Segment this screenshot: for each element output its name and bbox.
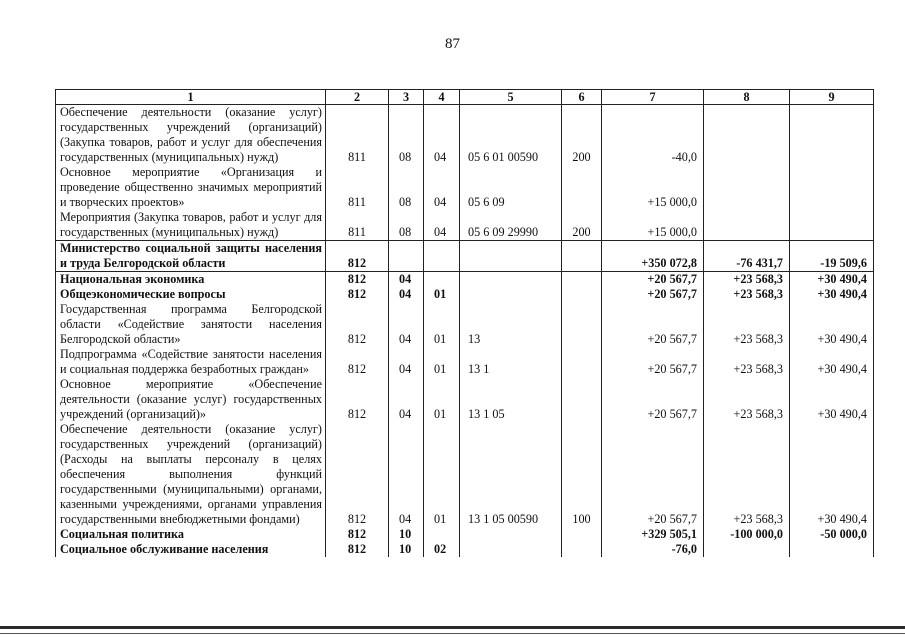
row-amount-cell: +15 000,0	[602, 210, 704, 241]
table-row	[56, 422, 874, 527]
row-section-cell: 04	[389, 302, 424, 347]
row-amount-next-cell: -76 431,7	[704, 241, 790, 272]
row-code-cell: 812	[326, 542, 389, 557]
row-target-article-cell	[460, 527, 562, 542]
row-amount-cell: +20 567,7	[602, 302, 704, 347]
row-section-cell: 08	[389, 105, 424, 166]
row-target-article-cell	[460, 542, 562, 557]
row-name-cell: Обеспечение деятельности (оказание услуг) государственных учреждений (организаций) (Расходы на выплаты персоналу в целях обеспечения выполнения функций государственными (муниципальными) органами, казенными учреждениями, органами управления государственными внебюджетными фондами)	[56, 422, 326, 527]
row-code-cell: 812	[326, 527, 389, 542]
row-name-cell: Социальное обслуживание населения	[56, 542, 326, 557]
row-name-cell: Обеспечение деятельности (оказание услуг) государственных учреждений (организаций) (Закупка товаров, работ и услуг для обеспечения государственных (муниципальных) нужд)	[56, 105, 326, 166]
row-subsection-cell: 04	[424, 210, 460, 241]
row-section-cell: 04	[389, 377, 424, 422]
row-amount-cell: +20 567,7	[602, 272, 704, 288]
header-cell: 2	[326, 90, 389, 105]
row-target-article-cell: 05 6 09 29990	[460, 210, 562, 241]
row-code-cell: 811	[326, 105, 389, 166]
row-amount-next-cell: +23 568,3	[704, 302, 790, 347]
header-cell: 8	[704, 90, 790, 105]
table-row	[56, 272, 874, 288]
row-target-article-cell: 13	[460, 302, 562, 347]
row-amount-next-cell: +23 568,3	[704, 347, 790, 377]
row-code-cell: 812	[326, 422, 389, 527]
row-amount-next-cell: -100 000,0	[704, 527, 790, 542]
row-amount-next-cell	[704, 210, 790, 241]
budget-table-wrapper	[55, 89, 873, 557]
row-name-cell: Национальная экономика	[56, 272, 326, 288]
row-code-cell: 812	[326, 272, 389, 288]
header-cell: 6	[562, 90, 602, 105]
row-subsection-cell: 02	[424, 542, 460, 557]
table-row	[56, 210, 874, 241]
row-amount-next-cell: +23 568,3	[704, 272, 790, 288]
row-expense-type-cell: 100	[562, 422, 602, 527]
row-amount-next-cell: +23 568,3	[704, 287, 790, 302]
row-target-article-cell: 13 1 05	[460, 377, 562, 422]
row-amount-after-cell: -19 509,6	[790, 241, 874, 272]
row-target-article-cell	[460, 272, 562, 288]
row-amount-after-cell: +30 490,4	[790, 347, 874, 377]
table-row	[56, 377, 874, 422]
table-row	[56, 347, 874, 377]
row-target-article-cell	[460, 287, 562, 302]
row-amount-after-cell: -50 000,0	[790, 527, 874, 542]
table-row	[56, 302, 874, 347]
row-amount-after-cell: +30 490,4	[790, 377, 874, 422]
table-body	[56, 105, 874, 558]
row-amount-cell: +350 072,8	[602, 241, 704, 272]
row-subsection-cell	[424, 272, 460, 288]
row-amount-cell: +20 567,7	[602, 287, 704, 302]
row-name-cell: Основное мероприятие «Обеспечение деятельности (оказание услуг) государственных учреждений (организаций)»	[56, 377, 326, 422]
header-cell: 7	[602, 90, 704, 105]
budget-table	[55, 89, 874, 557]
row-amount-after-cell: +30 490,4	[790, 302, 874, 347]
row-subsection-cell: 04	[424, 165, 460, 210]
row-amount-cell: +329 505,1	[602, 527, 704, 542]
row-section-cell: 04	[389, 272, 424, 288]
table-row	[56, 241, 874, 272]
header-cell: 5	[460, 90, 562, 105]
row-expense-type-cell: 200	[562, 210, 602, 241]
row-name-cell: Общеэкономические вопросы	[56, 287, 326, 302]
row-section-cell: 04	[389, 287, 424, 302]
row-expense-type-cell	[562, 302, 602, 347]
table-row	[56, 165, 874, 210]
table-row	[56, 287, 874, 302]
row-amount-next-cell: +23 568,3	[704, 422, 790, 527]
row-code-cell: 811	[326, 210, 389, 241]
row-amount-after-cell	[790, 165, 874, 210]
row-expense-type-cell	[562, 287, 602, 302]
row-expense-type-cell	[562, 241, 602, 272]
row-target-article-cell	[460, 241, 562, 272]
row-name-cell: Государственная программа Белгородской области «Содействие занятости населения Белгородской области»	[56, 302, 326, 347]
row-amount-next-cell	[704, 105, 790, 166]
row-expense-type-cell	[562, 272, 602, 288]
row-section-cell: 04	[389, 422, 424, 527]
row-section-cell	[389, 241, 424, 272]
page-number: 87	[445, 36, 460, 52]
row-amount-next-cell	[704, 165, 790, 210]
row-target-article-cell: 13 1	[460, 347, 562, 377]
row-section-cell: 04	[389, 347, 424, 377]
row-subsection-cell: 01	[424, 287, 460, 302]
header-cell: 4	[424, 90, 460, 105]
table-row	[56, 527, 874, 542]
row-name-cell: Основное мероприятие «Организация и проведение общественно значимых мероприятий и творческих проектов»	[56, 165, 326, 210]
header-cell: 9	[790, 90, 874, 105]
row-code-cell: 812	[326, 377, 389, 422]
row-target-article-cell: 13 1 05 00590	[460, 422, 562, 527]
row-amount-cell: +20 567,7	[602, 422, 704, 527]
table-row	[56, 542, 874, 557]
row-expense-type-cell	[562, 527, 602, 542]
row-amount-cell: +20 567,7	[602, 347, 704, 377]
row-subsection-cell: 01	[424, 377, 460, 422]
row-amount-cell: +15 000,0	[602, 165, 704, 210]
row-amount-after-cell: +30 490,4	[790, 422, 874, 527]
row-name-cell: Мероприятия (Закупка товаров, работ и услуг для государственных (муниципальных) нужд)	[56, 210, 326, 241]
row-target-article-cell: 05 6 09	[460, 165, 562, 210]
row-amount-next-cell	[704, 542, 790, 557]
row-name-cell: Социальная политика	[56, 527, 326, 542]
row-amount-cell: -76,0	[602, 542, 704, 557]
row-section-cell: 08	[389, 210, 424, 241]
row-subsection-cell: 01	[424, 422, 460, 527]
row-expense-type-cell	[562, 377, 602, 422]
header-row	[56, 90, 874, 105]
scan-edge-line	[0, 626, 905, 629]
row-code-cell: 812	[326, 241, 389, 272]
header-cell: 3	[389, 90, 424, 105]
row-amount-after-cell	[790, 210, 874, 241]
row-subsection-cell: 01	[424, 347, 460, 377]
row-section-cell: 10	[389, 542, 424, 557]
table-row	[56, 105, 874, 166]
row-code-cell: 812	[326, 287, 389, 302]
row-amount-cell: -40,0	[602, 105, 704, 166]
row-subsection-cell: 04	[424, 105, 460, 166]
row-subsection-cell	[424, 241, 460, 272]
row-code-cell: 811	[326, 165, 389, 210]
row-expense-type-cell: 200	[562, 105, 602, 166]
row-expense-type-cell	[562, 347, 602, 377]
header-cell: 1	[56, 90, 326, 105]
row-amount-next-cell: +23 568,3	[704, 377, 790, 422]
row-amount-after-cell	[790, 105, 874, 166]
row-amount-cell: +20 567,7	[602, 377, 704, 422]
row-code-cell: 812	[326, 347, 389, 377]
row-amount-after-cell	[790, 542, 874, 557]
row-name-cell: Подпрограмма «Содействие занятости населения и социальная поддержка безработных граждан»	[56, 347, 326, 377]
row-amount-after-cell: +30 490,4	[790, 287, 874, 302]
row-subsection-cell: 01	[424, 302, 460, 347]
scan-edge-line-thin	[0, 633, 905, 634]
row-section-cell: 10	[389, 527, 424, 542]
row-target-article-cell: 05 6 01 00590	[460, 105, 562, 166]
row-name-cell: Министерство социальной защиты населения и труда Белгородской области	[56, 241, 326, 272]
row-amount-after-cell: +30 490,4	[790, 272, 874, 288]
row-subsection-cell	[424, 527, 460, 542]
row-expense-type-cell	[562, 542, 602, 557]
row-expense-type-cell	[562, 165, 602, 210]
row-code-cell: 812	[326, 302, 389, 347]
row-section-cell: 08	[389, 165, 424, 210]
